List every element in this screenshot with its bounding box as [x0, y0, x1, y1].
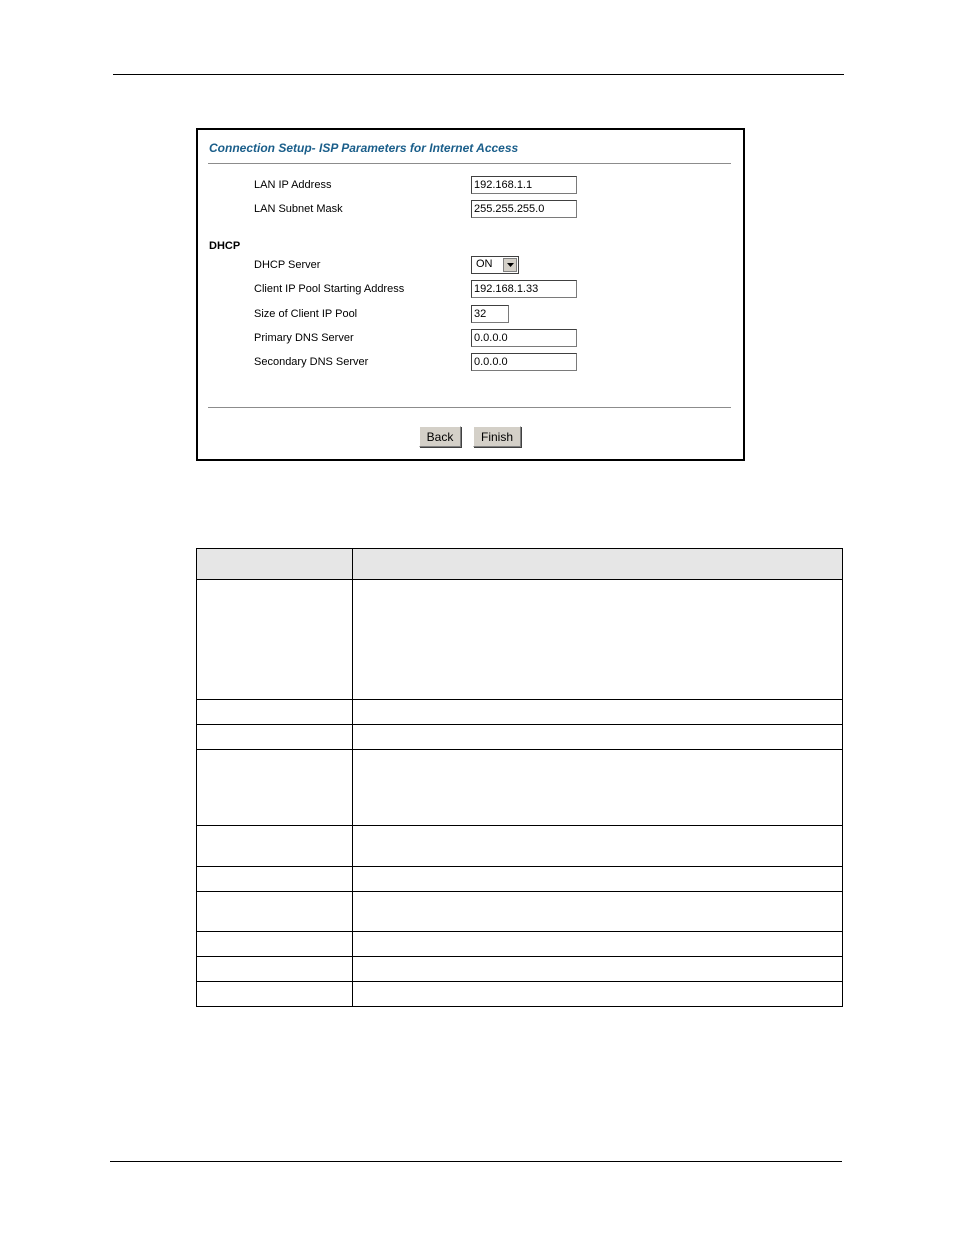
dhcp-server-select[interactable] — [471, 256, 519, 274]
table-cell — [353, 750, 843, 826]
table-cell — [197, 725, 353, 750]
page-header-rule — [113, 74, 844, 75]
table-cell — [353, 892, 843, 932]
table-row — [197, 725, 843, 750]
table-row — [197, 700, 843, 725]
dhcp-section-heading: DHCP — [209, 240, 241, 252]
finish-button[interactable]: Finish — [473, 426, 521, 447]
table-header-row — [197, 549, 843, 580]
dhcp-server-value: ON — [476, 258, 493, 270]
panel-title: Connection Setup- ISP Parameters for Internet Access — [209, 141, 519, 155]
lan-ip-address-input[interactable] — [471, 176, 577, 194]
back-button[interactable]: Back — [419, 426, 461, 447]
secondary-dns-input[interactable] — [471, 353, 577, 371]
lan-subnet-mask-input[interactable] — [471, 200, 577, 218]
table-row — [197, 867, 843, 892]
field-description-table — [196, 548, 843, 1007]
table-cell — [197, 826, 353, 867]
table-row — [197, 750, 843, 826]
table-header-cell — [197, 549, 353, 580]
page-footer-rule — [110, 1161, 842, 1162]
table-cell — [353, 932, 843, 957]
title-divider — [208, 163, 731, 164]
secondary-dns-label: Secondary DNS Server — [254, 356, 369, 368]
primary-dns-input[interactable] — [471, 329, 577, 347]
footer-divider — [208, 407, 731, 408]
table-row — [197, 826, 843, 867]
pool-size-label: Size of Client IP Pool — [254, 308, 358, 320]
pool-start-address-label: Client IP Pool Starting Address — [254, 283, 405, 295]
table-cell — [353, 700, 843, 725]
table-cell — [353, 826, 843, 867]
table-row — [197, 982, 843, 1007]
pool-size-input[interactable] — [471, 305, 509, 323]
chevron-down-icon[interactable] — [503, 258, 517, 272]
table-cell — [353, 867, 843, 892]
table-cell — [197, 957, 353, 982]
lan-ip-address-label: LAN IP Address — [254, 179, 332, 191]
table-cell — [197, 867, 353, 892]
table-header-cell — [353, 549, 843, 580]
table-row — [197, 932, 843, 957]
isp-parameters-panel — [196, 128, 745, 461]
table-cell — [197, 982, 353, 1007]
table-cell — [197, 750, 353, 826]
table-cell — [197, 892, 353, 932]
pool-start-address-input[interactable] — [471, 280, 577, 298]
table-cell — [197, 580, 353, 700]
table-row — [197, 957, 843, 982]
table-row — [197, 580, 843, 700]
table-cell — [197, 700, 353, 725]
dhcp-server-label: DHCP Server — [254, 259, 321, 271]
table-row — [197, 892, 843, 932]
table-cell — [197, 932, 353, 957]
table-cell — [353, 982, 843, 1007]
table-cell — [353, 725, 843, 750]
lan-subnet-mask-label: LAN Subnet Mask — [254, 203, 343, 215]
primary-dns-label: Primary DNS Server — [254, 332, 354, 344]
table-cell — [353, 580, 843, 700]
table-cell — [353, 957, 843, 982]
